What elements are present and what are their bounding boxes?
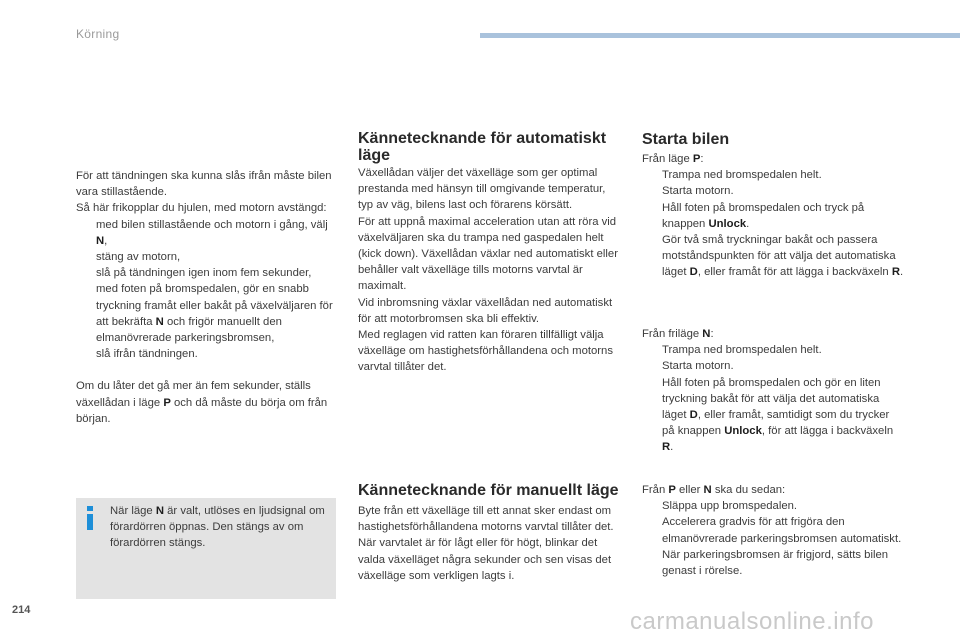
watermark: carmanualsonline.info (630, 608, 874, 635)
auto-paragraph: Växellådan väljer det växelläge som ger optimal prestanda med hänsyn till omgivande temperatur, typ av väg, bilens last och förarens körsätt. (358, 167, 606, 212)
list-item: Håll foten på bromspedalen och gör en liten tryckning bakåt för att välja det automatiska läget D, eller framåt, samtidigt som du trycker på knappen Unlock, för att lägga i backväxeln R. (642, 375, 904, 456)
manual-paragraph: Byte från ett växelläge till ett annat sker endast om hastighetsförhållandena motorns varvtal tillåter det. (358, 505, 614, 534)
timeout-paragraph: Om du låter det gå mer än fem sekunder, ställs växellådan i läge P och då måste du börja om från början. (76, 380, 328, 425)
bullet-icon (642, 375, 662, 456)
auto-paragraph: För att uppnå maximal acceleration utan att röra vid växelväljaren ska du trampa ned gaspedalen helt (kick down). Växellådan växlar ned automatiskt eller behåller valt växelläge tills motorns varvtal är maximalt. (358, 215, 618, 293)
list-item: Håll foten på bromspedalen och tryck på knappen Unlock. (642, 200, 904, 232)
list-item: Släppa upp bromspedalen. (642, 498, 904, 514)
bullet-icon (76, 265, 96, 281)
list-item: Trampa ned bromspedalen helt. (642, 342, 904, 358)
manual-mode-heading: Kännetecknande för manuellt läge (358, 482, 619, 499)
bullet-icon (642, 514, 662, 546)
list-item: Gör två små tryckningar bakåt och passera motståndspunkten för att välja det automatiska läget D, eller framåt för att lägga i backväxeln R. (642, 232, 904, 281)
bullet-icon (642, 167, 662, 183)
auto-mode-heading: Kännetecknande för automatiskt läge (358, 130, 607, 164)
manual-paragraph: När varvtalet är för lågt eller för högt, blinkar det valda växelläget några sekunder och sen visas det växelläge som verkligen lagts i. (358, 537, 612, 582)
bullet-icon (642, 547, 662, 579)
start-heading: Starta bilen (642, 131, 730, 148)
bullet-icon (76, 249, 96, 265)
list-item: slå ifrån tändningen. (76, 346, 338, 362)
info-icon (86, 506, 94, 530)
list-item: Starta motorn. (642, 183, 904, 199)
bullet-icon (642, 200, 662, 232)
list-item: När parkeringsbromsen är frigjord, sätts bilen genast i rörelse. (642, 547, 904, 579)
bullet-icon (76, 346, 96, 362)
header-accent-bar (480, 33, 960, 38)
bullet-icon (642, 232, 662, 281)
intro-column (76, 168, 338, 427)
auto-paragraph: Med reglagen vid ratten kan föraren tillfälligt välja växelläge om hastighetsförhållandena och motorns varvtal tillåter det. (358, 329, 613, 374)
page-number: 214 (12, 604, 31, 616)
list-item: Trampa ned bromspedalen helt. (642, 167, 904, 183)
list-item: stäng av motorn, (76, 249, 338, 265)
intro-instructions: Så här frikopplar du hjulen, med motorn avstängd: (76, 202, 327, 215)
bullet-icon (76, 281, 96, 346)
bullet-icon (642, 183, 662, 199)
start-from-p-block: Från läge P: Trampa ned bromspedalen helt. Starta motorn. Håll foten på bromspedalen och tryck på knappen Unlock. Gör två små tryckningar bakåt och passera motståndspunkten för att välja det automatiska läget D, eller framåt för att lägga i backväxeln R. (642, 151, 904, 281)
bullet-icon (76, 217, 96, 249)
list-item: Starta motorn. (642, 358, 904, 374)
list-item: Accelerera gradvis för att frigöra den elmanövrerade parkeringsbromsen automatiskt. (642, 514, 904, 546)
start-from-n-block: Från friläge N: Trampa ned bromspedalen helt. Starta motorn. Håll foten på bromspedalen och gör en liten tryckning bakåt för att välja det automatiska läget D, eller framåt, samtidigt som du trycker på knappen Unlock, för att lägga i backväxeln R. (642, 326, 904, 456)
info-text: När läge N är valt, utlöses en ljudsignal om förardörren öppnas. Den stängs av om förardörren stängs. (110, 505, 325, 550)
bullet-icon (642, 358, 662, 374)
start-then-block: Från P eller N ska du sedan: Släppa upp bromspedalen. Accelerera gradvis för att frigöra den elmanövrerade parkeringsbromsen automatiskt. När parkeringsbromsen är frigjord, sätts bilen genast i rörelse. (642, 482, 904, 579)
auto-mode-column (358, 165, 620, 376)
bullet-icon (642, 342, 662, 358)
intro-paragraph: För att tändningen ska kunna slås ifrån måste bilen vara stillastående. (76, 170, 332, 199)
info-box (76, 498, 336, 599)
list-item: slå på tändningen igen inom fem sekunder, (76, 265, 338, 281)
auto-paragraph: Vid inbromsning växlar växellådan ned automatiskt för att motorbromsen ska bli effektiv. (358, 296, 613, 325)
header-section-label: Körning (76, 27, 120, 41)
list-item: med foten på bromspedalen, gör en snabb tryckning framåt eller bakåt på växelväljaren för att bekräfta N och frigör manuellt den elmanövrerade parkeringsbromsen, (76, 281, 338, 346)
manual-mode-column (358, 503, 620, 584)
list-item: med bilen stillastående och motorn i gång, välj N, (76, 217, 338, 249)
bullet-icon (642, 498, 662, 514)
